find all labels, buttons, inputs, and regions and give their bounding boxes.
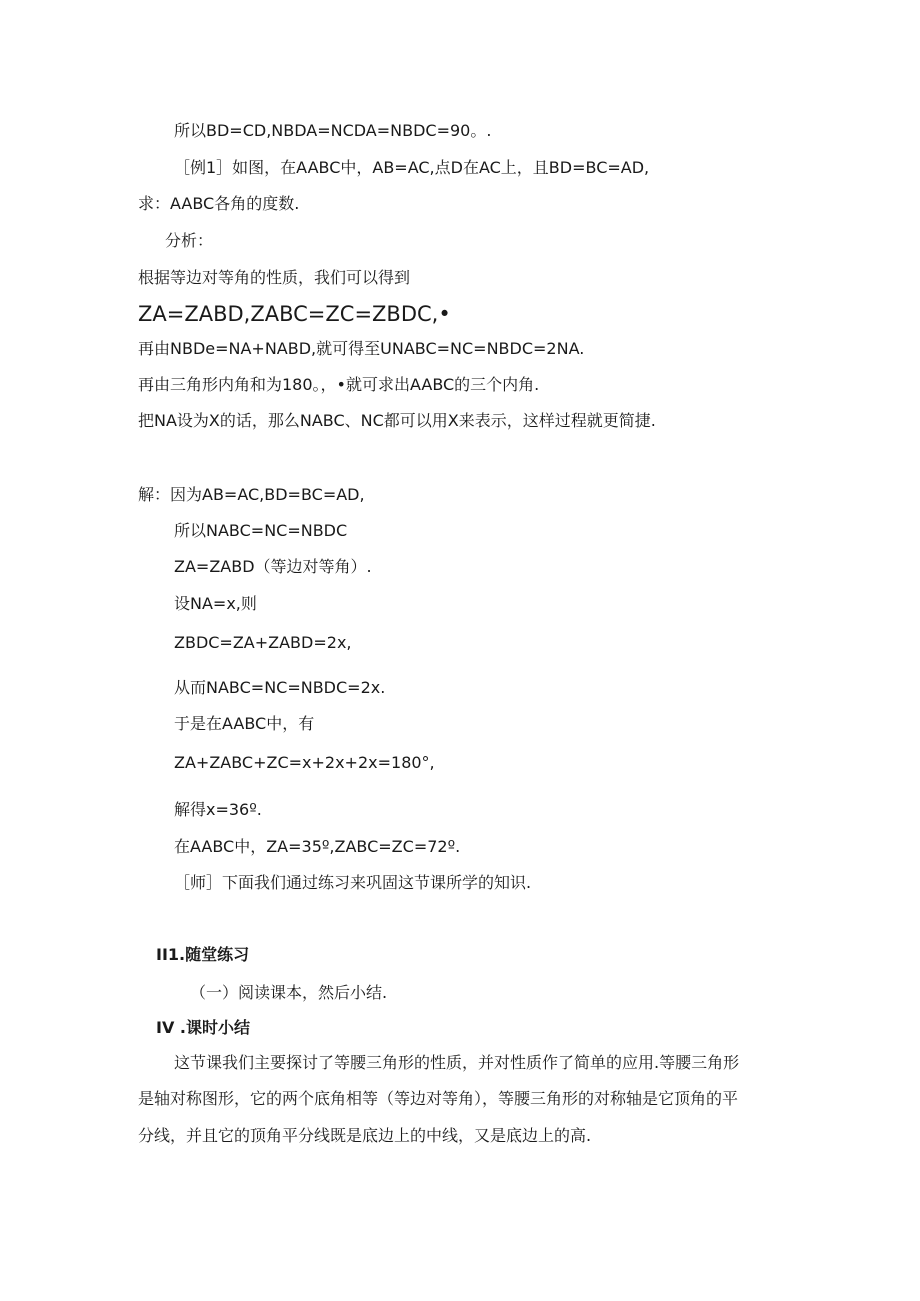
equation-line: ZA=ZABD,ZABC=ZC=ZBDC,•	[138, 302, 451, 326]
section-heading-practice: II1.随堂练习	[156, 945, 250, 964]
text-line: 求：AABC各角的度数.	[138, 194, 300, 213]
solution-step: 解得x=36º.	[174, 800, 262, 819]
summary-paragraph-line: 这节课我们主要探讨了等腰三角形的性质，并对性质作了简单的应用.等腰三角形	[174, 1053, 740, 1072]
text-line: 所以BD=CD,NBDA=NCDA=NBDC=90。.	[174, 121, 492, 140]
text-line: 再由三角形内角和为180。，•就可求出AABC的三个内角.	[138, 375, 540, 394]
solution-step: 于是在AABC中，有	[174, 714, 315, 733]
solution-step: 从而NABC=NC=NBDC=2x.	[174, 678, 386, 697]
text-line: 再由NBDe=NA+NABD,就可得至UNABC=NC=NBDC=2NA.	[138, 339, 585, 358]
example-1-heading: ［例1］如图，在AABC中，AB=AC,点D在AC上，且BD=BC=AD,	[174, 158, 650, 177]
text-line: 把NA设为X的话，那么NABC、NC都可以用X来表示，这样过程就更简捷.	[138, 411, 656, 430]
solution-step: 所以NABC=NC=NBDC	[174, 521, 348, 540]
solution-heading: 解：因为AB=AC,BD=BC=AD,	[138, 485, 365, 504]
summary-paragraph-line: 是轴对称图形，它的两个底角相等（等边对等角），等腰三角形的对称轴是它顶角的平	[138, 1089, 739, 1108]
teacher-remark: ［师］下面我们通过练习来巩固这节课所学的知识.	[174, 873, 532, 892]
section-heading-summary: IV .课时小结	[156, 1018, 250, 1037]
solution-step: 在AABC中，ZA=35º,ZABC=ZC=72º.	[174, 837, 461, 856]
text-line: 根据等边对等角的性质，我们可以得到	[138, 268, 411, 287]
practice-item: （一）阅读课本，然后小结.	[190, 983, 388, 1002]
summary-paragraph-line: 分线，并且它的顶角平分线既是底边上的中线，又是底边上的高.	[138, 1126, 592, 1145]
analysis-label: 分析：	[165, 231, 214, 250]
solution-step: 设NA=x,则	[174, 594, 257, 613]
solution-step: ZBDC=ZA+ZABD=2x,	[174, 633, 352, 652]
solution-step: ZA=ZABD（等边对等角）.	[174, 557, 372, 576]
solution-step: ZA+ZABC+ZC=x+2x+2x=180°,	[174, 753, 435, 772]
